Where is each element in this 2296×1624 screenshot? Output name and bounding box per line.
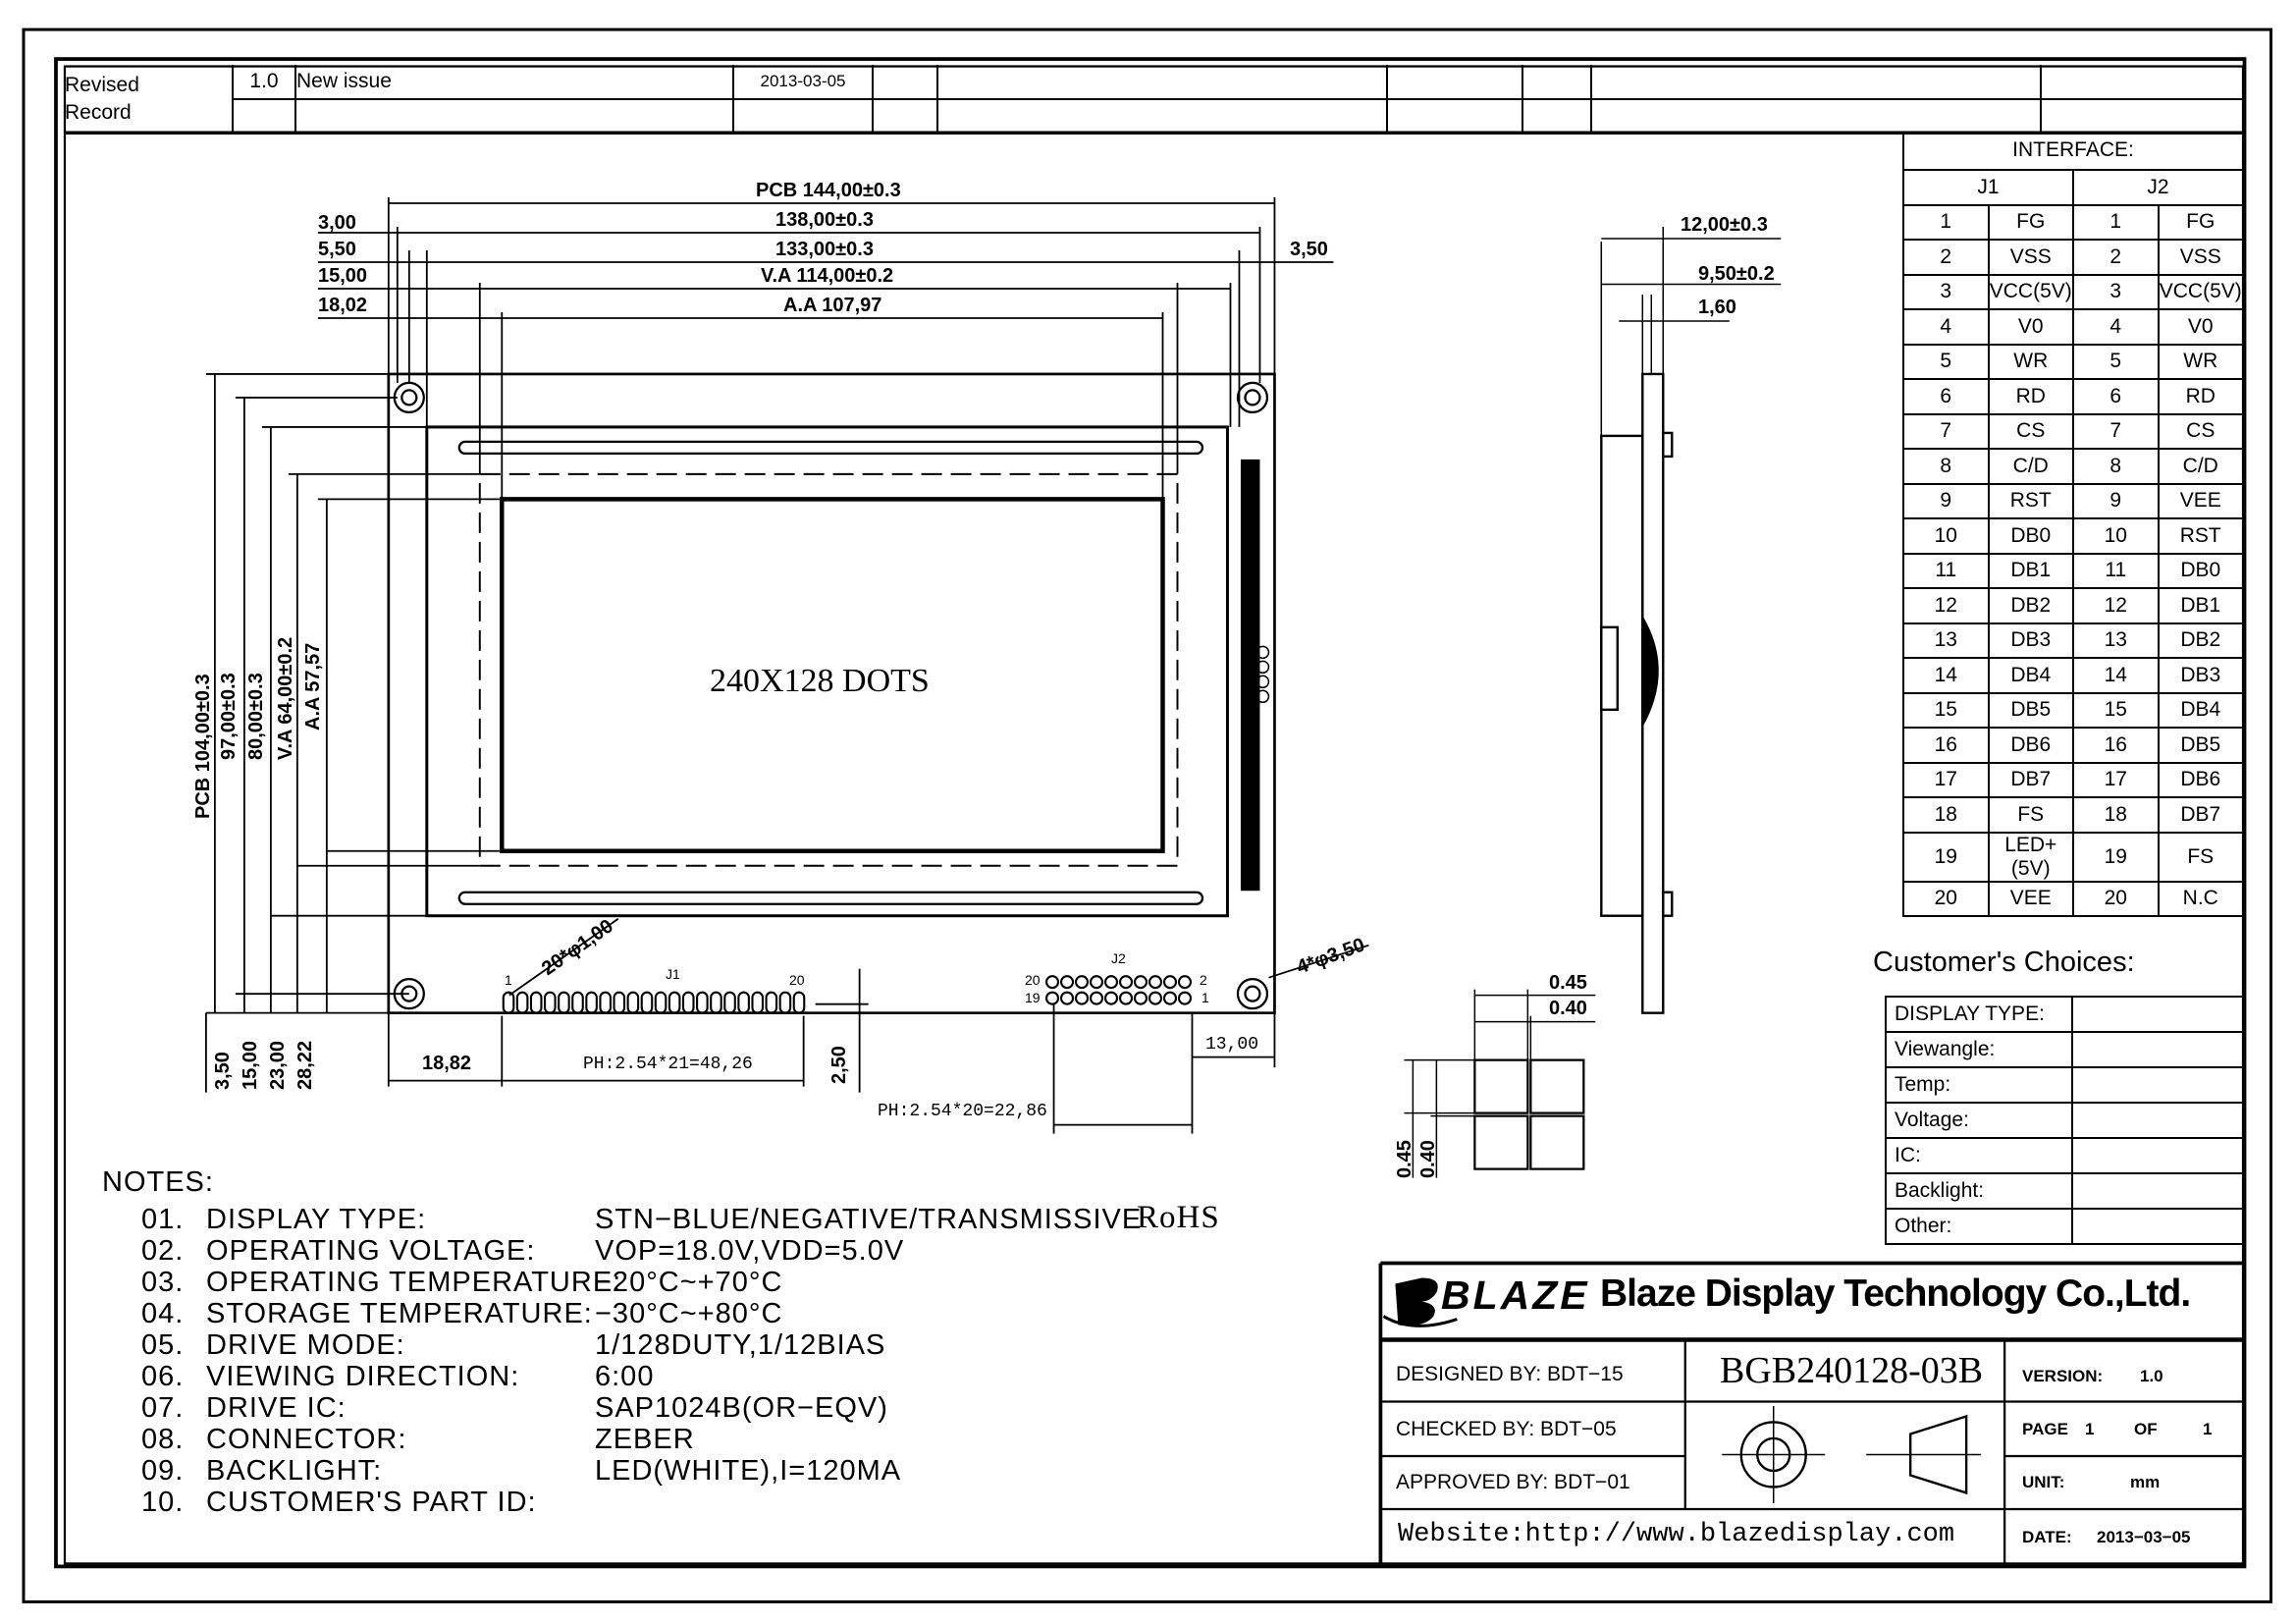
j2-pad [1179, 976, 1191, 988]
interface-cell: 18 [1903, 797, 1989, 833]
dim-pad-045-side: 0.45 [1394, 1140, 1415, 1178]
dim-j1-250: 2,50 [828, 1046, 850, 1084]
dim-pin-offset: 18,82 [422, 1053, 472, 1074]
dim-va-width: V.A 114,00±0.2 [761, 265, 894, 287]
dim-va-height: V.A 64,00±0.2 [275, 636, 296, 760]
j2-pad [1076, 976, 1088, 988]
j1-pad [572, 993, 582, 1013]
revision-version: 1.0 [233, 65, 295, 99]
interface-cell: 7 [1903, 414, 1989, 450]
interface-cell: DB7 [2159, 797, 2244, 833]
revision-description: New issue [295, 65, 733, 99]
notes-title: NOTES: [102, 1166, 214, 1198]
note-value: ZEBER [595, 1424, 695, 1455]
j1-pad [531, 993, 541, 1013]
note-label: DISPLAY TYPE: [206, 1204, 427, 1235]
page-of: OF [2134, 1420, 2158, 1438]
unit-value: mm [2130, 1473, 2161, 1491]
interface-cell: 8 [1903, 449, 1989, 484]
interface-cell: 11 [2073, 554, 2159, 589]
j1-pad [656, 993, 666, 1013]
interface-row [1903, 309, 2243, 345]
note-label: DRIVE IC: [206, 1392, 347, 1424]
interface-cell: 13 [1903, 623, 1989, 659]
note-value: VOP=18.0V,VDD=5.0V [595, 1235, 905, 1267]
interface-cell: DB2 [2159, 623, 2244, 659]
interface-cell: 14 [2073, 658, 2159, 693]
interface-cell: N.C [2159, 882, 2244, 917]
interface-cell: 1 [2073, 205, 2159, 241]
j2-pad [1164, 993, 1176, 1004]
page-total: 1 [2203, 1420, 2213, 1438]
dim-left-1802: 18,02 [318, 295, 368, 316]
dim-left-550: 5,50 [318, 239, 356, 260]
dim-left-300: 3,00 [318, 212, 356, 234]
interface-cell: RD [1989, 379, 2074, 414]
website-link[interactable]: Website:http://www.blazedisplay.com [1398, 1520, 1955, 1549]
note-label: CUSTOMER'S PART ID: [206, 1487, 537, 1518]
interface-cell: RST [2159, 518, 2244, 554]
part-number: BGB240128-03B [1720, 1350, 1984, 1391]
j2-pin-tr: 2 [1200, 972, 1207, 988]
j2-pad [1135, 976, 1147, 988]
j2-pad [1164, 976, 1176, 988]
designed-by: DESIGNED BY: BDT−15 [1396, 1363, 1624, 1385]
interface-cell: DB7 [1989, 763, 2074, 798]
j1-pad [614, 993, 624, 1013]
j2-pad [1135, 993, 1147, 1004]
revision-label-1: Revised [65, 73, 139, 96]
customer-choice-label: Viewangle: [1886, 1032, 2072, 1067]
interface-cell: FG [2159, 205, 2244, 241]
j2-pad [1076, 993, 1088, 1004]
note-value: LED(WHITE),I=120MA [595, 1455, 902, 1487]
customer-choice-value[interactable] [2072, 1173, 2243, 1209]
j1-pin-last: 20 [789, 972, 805, 988]
note-number: 05. [141, 1329, 185, 1361]
j2-pin-tl: 20 [1025, 972, 1041, 988]
interface-cell: 6 [1903, 379, 1989, 414]
dim-left-1500: 15,00 [318, 265, 368, 287]
note-value: STN−BLUE/NEGATIVE/TRANSMISSIVE [595, 1204, 1143, 1235]
j1-pad [738, 993, 748, 1013]
note-number: 10. [141, 1487, 185, 1518]
customer-choice-label: Backlight: [1886, 1173, 2072, 1209]
j1-pin-first: 1 [505, 972, 512, 988]
interface-cell: 9 [1903, 484, 1989, 519]
note-number: 01. [141, 1204, 185, 1235]
interface-cell: 18 [2073, 797, 2159, 833]
interface-cell: 16 [2073, 728, 2159, 763]
interface-cell: CS [1989, 414, 2074, 450]
customer-choice-value[interactable] [2072, 1209, 2243, 1244]
interface-cell: RD [2159, 379, 2244, 414]
dim-mount-hole: 4*φ3,50 [1294, 934, 1368, 979]
dim-pad-045-top: 0.45 [1549, 972, 1587, 994]
interface-cell: 1 [1903, 205, 1989, 241]
note-number: 08. [141, 1424, 185, 1455]
interface-row [1903, 449, 2243, 484]
j2-pad [1120, 993, 1132, 1004]
interface-cell: DB5 [1989, 693, 2074, 729]
interface-row [1903, 658, 2243, 693]
customer-choice-row [1886, 1032, 2243, 1067]
interface-cell: RST [1989, 484, 2074, 519]
dim-b-2300: 23,00 [267, 1040, 289, 1090]
j1-pad [642, 993, 652, 1013]
date-label: DATE: [2022, 1528, 2072, 1546]
j2-pad [1061, 976, 1073, 988]
interface-cell: 15 [1903, 693, 1989, 729]
checked-by: CHECKED BY: BDT−05 [1396, 1418, 1617, 1440]
interface-cell: CS [2159, 414, 2244, 450]
interface-cell: DB2 [1989, 588, 2074, 623]
dim-aa-width: A.A 107,97 [783, 295, 882, 316]
j2-label: J2 [1111, 950, 1126, 966]
dim-pcb-width: PCB 144,00±0.3 [756, 180, 901, 201]
interface-cell: 19 [1903, 833, 1989, 882]
customer-choice-value[interactable] [2072, 1103, 2243, 1138]
j2-pad [1091, 993, 1102, 1004]
display-dots-label: 240X128 DOTS [710, 663, 930, 699]
interface-cell: 7 [2073, 414, 2159, 450]
interface-row [1903, 345, 2243, 380]
interface-cell: 5 [1903, 345, 1989, 380]
note-label: VIEWING DIRECTION: [206, 1361, 520, 1392]
interface-cell: V0 [1989, 309, 2074, 345]
customer-choices-table [1885, 996, 2244, 1245]
customer-choice-label: DISPLAY TYPE: [1886, 997, 2072, 1032]
note-label: OPERATING VOLTAGE: [206, 1235, 536, 1267]
interface-cell: FG [1989, 205, 2074, 241]
customer-choice-value[interactable] [2072, 1138, 2243, 1173]
rohs-mark: RoHS [1137, 1200, 1220, 1235]
note-number: 09. [141, 1455, 185, 1487]
interface-cell: 19 [2073, 833, 2159, 882]
interface-cell: DB6 [2159, 763, 2244, 798]
revision-table [65, 65, 2245, 135]
interface-cell: DB3 [2159, 658, 2244, 693]
customer-choice-label: Other: [1886, 1209, 2072, 1244]
interface-cell: 20 [2073, 882, 2159, 917]
note-number: 07. [141, 1392, 185, 1424]
interface-cell: 4 [1903, 309, 1989, 345]
interface-cell: 5 [2073, 345, 2159, 380]
interface-cell: 9 [2073, 484, 2159, 519]
interface-cell: 12 [2073, 588, 2159, 623]
customer-choice-row [1886, 997, 2243, 1032]
dim-pins-hole: 20*φ1,00 [538, 915, 617, 981]
j1-pad [794, 993, 804, 1013]
interface-cell: 11 [1903, 554, 1989, 589]
interface-cell: 2 [1903, 240, 1989, 275]
j1-pad [559, 993, 568, 1013]
interface-cell: 12 [1903, 588, 1989, 623]
interface-cell: DB6 [1989, 728, 2074, 763]
interface-cell: 6 [2073, 379, 2159, 414]
j1-pad [683, 993, 693, 1013]
dim-138: 138,00±0.3 [775, 209, 874, 231]
j1-pad [545, 993, 555, 1013]
j2-pad [1149, 976, 1161, 988]
version-value: 1.0 [2140, 1367, 2163, 1385]
customer-choice-row [1886, 1209, 2243, 1244]
interface-cell: DB5 [2159, 728, 2244, 763]
j2-pad [1179, 993, 1191, 1004]
j1-pad [600, 993, 610, 1013]
interface-table [1902, 132, 2244, 917]
page-label: PAGE [2022, 1420, 2068, 1438]
revision-date: 2013-03-05 [733, 65, 873, 99]
interface-cell: 13 [2073, 623, 2159, 659]
interface-cell: DB1 [1989, 554, 2074, 589]
customer-choice-label: IC: [1886, 1138, 2072, 1173]
interface-cell: FS [1989, 797, 2074, 833]
interface-cell: 10 [2073, 518, 2159, 554]
page-num: 1 [2085, 1420, 2095, 1438]
j1-pad [724, 993, 734, 1013]
customer-choice-value[interactable] [2072, 1067, 2243, 1103]
customer-choice-label: Temp: [1886, 1067, 2072, 1103]
interface-cell: 16 [1903, 728, 1989, 763]
dim-pcb-height: PCB 104,00±0.3 [192, 674, 214, 819]
side-view-body [1601, 436, 1642, 916]
customer-choice-label: Voltage: [1886, 1103, 2072, 1138]
note-value: 1/128DUTY,1/12BIAS [595, 1329, 886, 1361]
dim-side-1200: 12,00±0.3 [1681, 214, 1768, 236]
note-value: −30°C~+80°C [595, 1298, 783, 1329]
interface-j2-header: J2 [2073, 170, 2243, 205]
dim-side-950: 9,50±0.2 [1698, 263, 1775, 285]
interface-j1-header: J1 [1903, 170, 2073, 205]
interface-cell: DB0 [1989, 518, 2074, 554]
interface-row [1903, 588, 2243, 623]
interface-cell: VEE [1989, 882, 2074, 917]
interface-row [1903, 797, 2243, 833]
dim-side-160: 1,60 [1698, 297, 1736, 318]
interface-cell: DB4 [1989, 658, 2074, 693]
interface-cell: VSS [1989, 240, 2074, 275]
interface-cell: 2 [2073, 240, 2159, 275]
dim-j2-pitch: PH:2.54*20=22,86 [878, 1102, 1047, 1121]
j2-pad [1105, 993, 1117, 1004]
j1-pad [711, 993, 721, 1013]
revision-label-2: Record [65, 100, 132, 124]
dim-j1-pitch: PH:2.54*21=48,26 [583, 1055, 753, 1074]
customer-choice-row [1886, 1067, 2243, 1103]
interface-row [1903, 623, 2243, 659]
j1-label: J1 [666, 966, 680, 982]
j1-pad [586, 993, 596, 1013]
j2-pin-br: 1 [1201, 990, 1209, 1005]
note-number: 04. [141, 1298, 185, 1329]
dim-right-350: 3,50 [1290, 239, 1328, 260]
j1-pad [780, 993, 790, 1013]
interface-cell: V0 [2159, 309, 2244, 345]
interface-row [1903, 379, 2243, 414]
interface-row [1903, 518, 2243, 554]
dim-pad-040-top: 0.40 [1549, 998, 1587, 1019]
note-value: −20°C~+70°C [595, 1267, 783, 1298]
interface-row [1903, 275, 2243, 310]
note-label: DRIVE MODE: [206, 1329, 405, 1361]
customer-choice-value[interactable] [2072, 1032, 2243, 1067]
note-value: 6:00 [595, 1361, 655, 1392]
customer-choice-row [1886, 1103, 2243, 1138]
customer-choice-row [1886, 1173, 2243, 1209]
interface-cell: DB1 [2159, 588, 2244, 623]
interface-cell: C/D [2159, 449, 2244, 484]
interface-row [1903, 882, 2243, 917]
j1-pad [517, 993, 527, 1013]
version-label: VERSION: [2022, 1367, 2104, 1385]
interface-row [1903, 728, 2243, 763]
interface-title: INTERFACE: [1903, 132, 2243, 170]
interface-cell: 10 [1903, 518, 1989, 554]
interface-cell: 8 [2073, 449, 2159, 484]
j2-pad [1120, 976, 1132, 988]
interface-cell: VSS [2159, 240, 2244, 275]
interface-cell: DB4 [2159, 693, 2244, 729]
dim-aa-height: A.A 57,57 [302, 642, 324, 731]
note-label: STORAGE TEMPERATURE: [206, 1298, 593, 1329]
j1-pad [628, 993, 638, 1013]
interface-cell: FS [2159, 833, 2244, 882]
interface-cell: C/D [1989, 449, 2074, 484]
interface-cell: WR [2159, 345, 2244, 380]
interface-row [1903, 240, 2243, 275]
interface-cell: LED+(5V) [1989, 833, 2074, 882]
dim-b-2822: 28,22 [294, 1040, 316, 1090]
interface-row [1903, 484, 2243, 519]
dim-j2-1300: 13,00 [1205, 1035, 1259, 1055]
interface-row [1903, 414, 2243, 450]
dim-b-1500: 15,00 [240, 1040, 261, 1090]
approved-by: APPROVED BY: BDT−01 [1396, 1471, 1630, 1493]
interface-row [1903, 763, 2243, 798]
note-label: BACKLIGHT: [206, 1455, 383, 1487]
date-value: 2013−03−05 [2097, 1528, 2191, 1546]
unit-label: UNIT: [2022, 1473, 2065, 1491]
interface-cell: DB3 [1989, 623, 2074, 659]
interface-cell: 3 [1903, 275, 1989, 310]
j2-pad [1046, 976, 1058, 988]
interface-cell: 15 [2073, 693, 2159, 729]
j1-pad [752, 993, 762, 1013]
dim-h-80: 80,00±0.3 [245, 673, 267, 760]
interface-cell: 17 [2073, 763, 2159, 798]
j1-pad [669, 993, 679, 1013]
customer-title: Customer's Choices: [1873, 947, 2135, 978]
note-number: 06. [141, 1361, 185, 1392]
interface-cell: 14 [1903, 658, 1989, 693]
note-number: 03. [141, 1267, 185, 1298]
interface-cell: 3 [2073, 275, 2159, 310]
j2-pad [1091, 976, 1102, 988]
j2-pad [1149, 993, 1161, 1004]
interface-cell: VCC(5V) [2159, 275, 2244, 310]
j2-pad [1061, 993, 1073, 1004]
dim-133: 133,00±0.3 [775, 239, 874, 260]
interface-cell: DB0 [2159, 554, 2244, 589]
customer-choice-row [1886, 1138, 2243, 1173]
j1-pad [767, 993, 776, 1013]
interface-row [1903, 833, 2243, 882]
dim-b-350: 3,50 [212, 1052, 234, 1090]
j1-pad [697, 993, 707, 1013]
dim-pad-040-side: 0.40 [1417, 1140, 1439, 1178]
company-name: Blaze Display Technology Co.,Ltd. [1600, 1272, 2191, 1315]
interface-row [1903, 554, 2243, 589]
j2-pin-bl: 19 [1025, 990, 1041, 1005]
note-value: SAP1024B(OR−EQV) [595, 1392, 888, 1424]
interface-row [1903, 205, 2243, 241]
j2-pad [1105, 976, 1117, 988]
j2-pad [1046, 993, 1058, 1004]
interface-cell: 20 [1903, 882, 1989, 917]
note-label: CONNECTOR: [206, 1424, 407, 1455]
interface-row [1903, 693, 2243, 729]
dim-h-97: 97,00±0.3 [218, 673, 240, 760]
note-number: 02. [141, 1235, 185, 1267]
interface-cell: VCC(5V) [1989, 275, 2074, 310]
interface-cell: WR [1989, 345, 2074, 380]
note-label: OPERATING TEMPERATURE: [206, 1267, 622, 1298]
j1-pad [504, 993, 513, 1013]
customer-choice-value[interactable] [2072, 997, 2243, 1032]
interface-cell: VEE [2159, 484, 2244, 519]
logo-text: BLAZE [1441, 1272, 1590, 1318]
interface-cell: 4 [2073, 309, 2159, 345]
interface-cell: 17 [1903, 763, 1989, 798]
